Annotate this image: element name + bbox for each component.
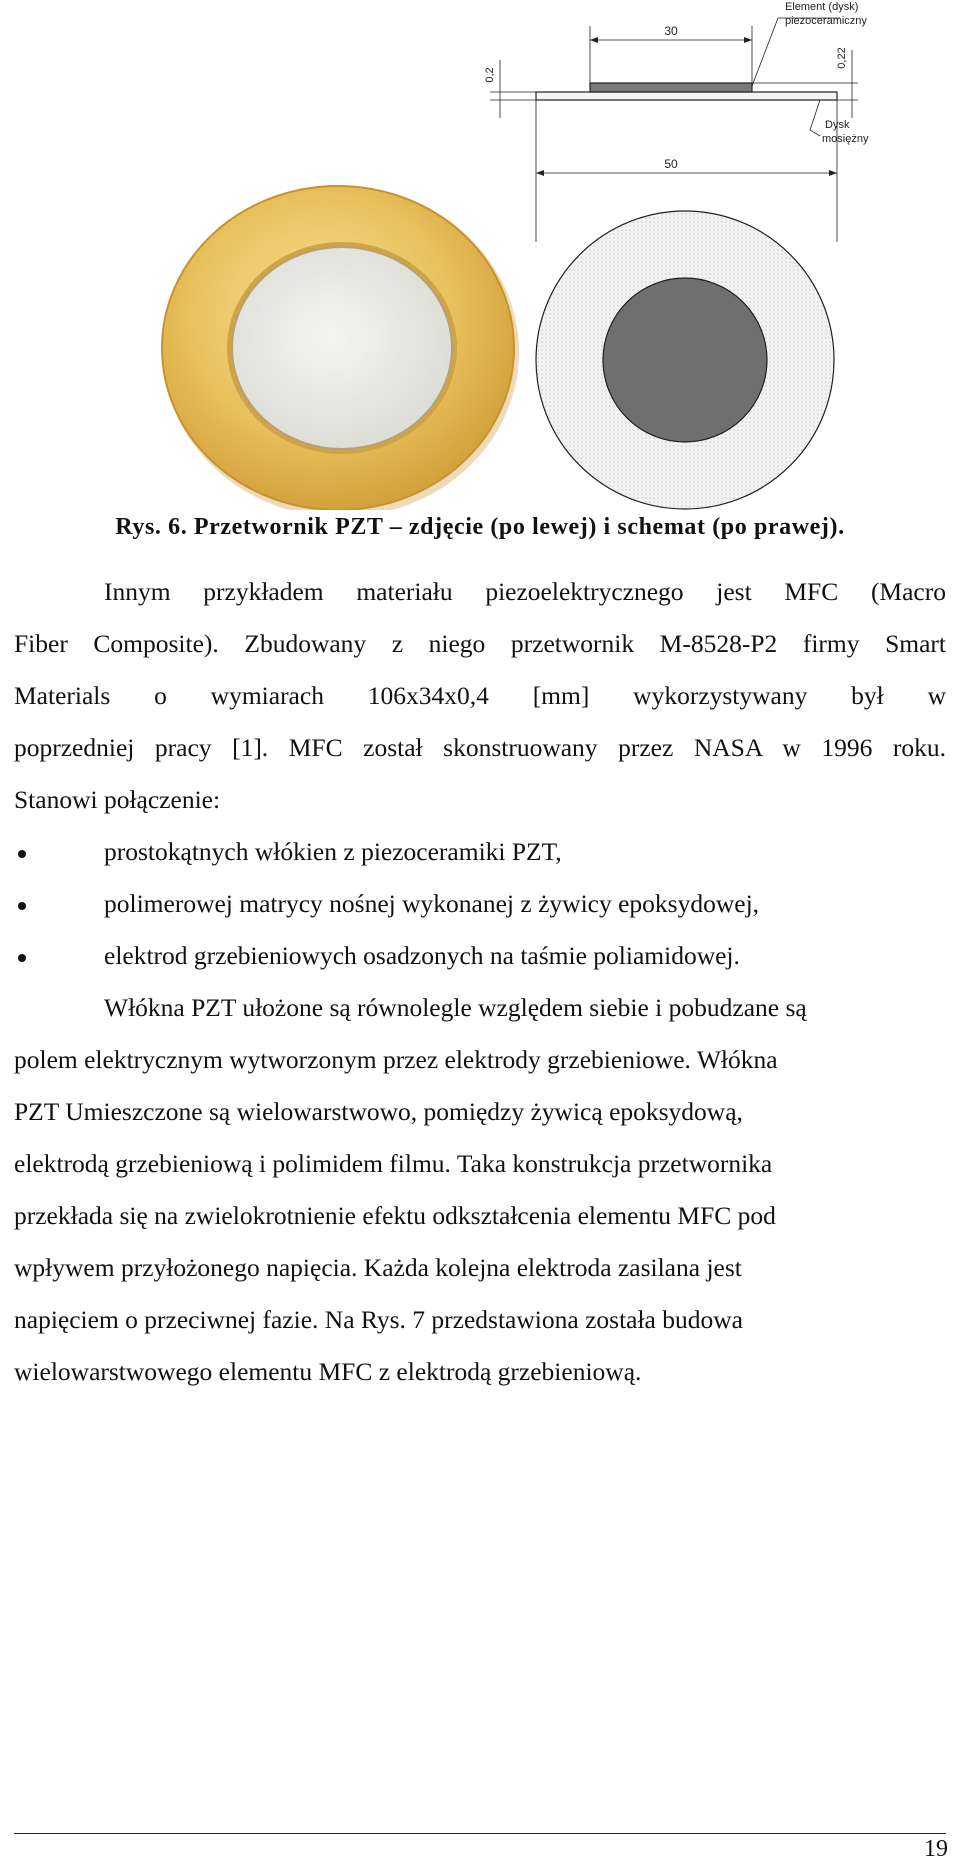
body-text — [14, 566, 946, 1398]
dim-30-label: 30 — [664, 24, 678, 38]
paragraph-2-line-6: wpływem przyłożonego napięcia. Każda kolejna elektroda zasilana jest — [14, 1253, 742, 1282]
page-number: 19 — [924, 1836, 948, 1862]
list-item-text: polimerowej matrycy nośnej wykonanej z żywicy epoksydowej, — [104, 889, 760, 918]
bullet-icon — [18, 902, 26, 910]
paragraph-1-line-5: Stanowi połączenie: — [14, 785, 221, 814]
paragraph-1-line-2: Fiber Composite). Zbudowany z niego przetwornik M-8528-P2 firmy Smart — [14, 629, 946, 658]
label-element-line2: piezoceramiczny — [785, 15, 867, 27]
list-item — [14, 826, 946, 878]
ceramic-element-side — [590, 83, 752, 92]
paragraph-2-line-1: Włókna PZT ułożone są równolegle względem siebie i pobudzane są — [104, 993, 807, 1022]
label-disc-line1: Dysk — [825, 119, 850, 131]
paragraph-1-line-1: Innym przykładem materiału piezoelektrycznego jest MFC (Macro — [104, 577, 946, 606]
bullet-icon — [18, 850, 26, 858]
pzt-schematic — [490, 18, 858, 509]
paragraph-1 — [14, 566, 946, 774]
label-element-line1: Element (dysk) — [785, 1, 859, 13]
pzt-photo — [162, 186, 519, 510]
paragraph-2-line-2: polem elektrycznym wytworzonym przez elektrody grzebieniowe. Włókna — [14, 1045, 778, 1074]
paragraph-2-line-3: PZT Umieszczone są wielowarstwowo, pomiędzy żywicą epoksydową, — [14, 1097, 743, 1126]
paragraph-1-line-4: poprzedniej pracy [1]. MFC został skonstruowany przez NASA w 1996 roku. — [14, 733, 946, 762]
paragraph-1-line-3: Materials o wymiarach 106x34x0,4 [mm] wykorzystywany był w — [14, 681, 946, 710]
list-item-text: prostokątnych włókien z piezoceramiki PZT, — [104, 837, 562, 866]
paragraph-2-line-7: napięciem o przeciwnej fazie. Na Rys. 7 przedstawiona została budowa — [14, 1305, 743, 1334]
paragraph-2 — [14, 982, 946, 1398]
paragraph-2-line-4: elektrodą grzebieniową i polimidem filmu. Taka konstrukcja przetwornika — [14, 1149, 773, 1178]
figure-caption: Rys. 6. Przetwornik PZT – zdjęcie (po lewej) i schemat (po prawej). — [115, 514, 845, 540]
paragraph-2-line-8: wielowarstwowego elementu MFC z elektrodą grzebieniową. — [14, 1357, 642, 1386]
figure-pzt-transducer — [0, 0, 960, 510]
label-disc-line2: mosiężny — [822, 133, 869, 145]
list-item — [14, 878, 946, 930]
brass-disc-side — [536, 92, 837, 100]
ceramic-element-top — [603, 278, 767, 442]
footer-divider — [14, 1833, 946, 1834]
dim-0-22-label: 0,22 — [836, 47, 848, 69]
dim-50-label: 50 — [664, 157, 678, 171]
bullet-list — [14, 826, 946, 982]
bullet-icon — [18, 954, 26, 962]
list-item — [14, 930, 946, 982]
list-item-text: elektrod grzebieniowych osadzonych na taśmie poliamidowej. — [104, 941, 740, 970]
dim-0-2-label: 0,2 — [484, 67, 496, 83]
paragraph-2-line-5: przekłada się na zwielokrotnienie efektu odkształcenia elementu MFC pod — [14, 1201, 776, 1230]
